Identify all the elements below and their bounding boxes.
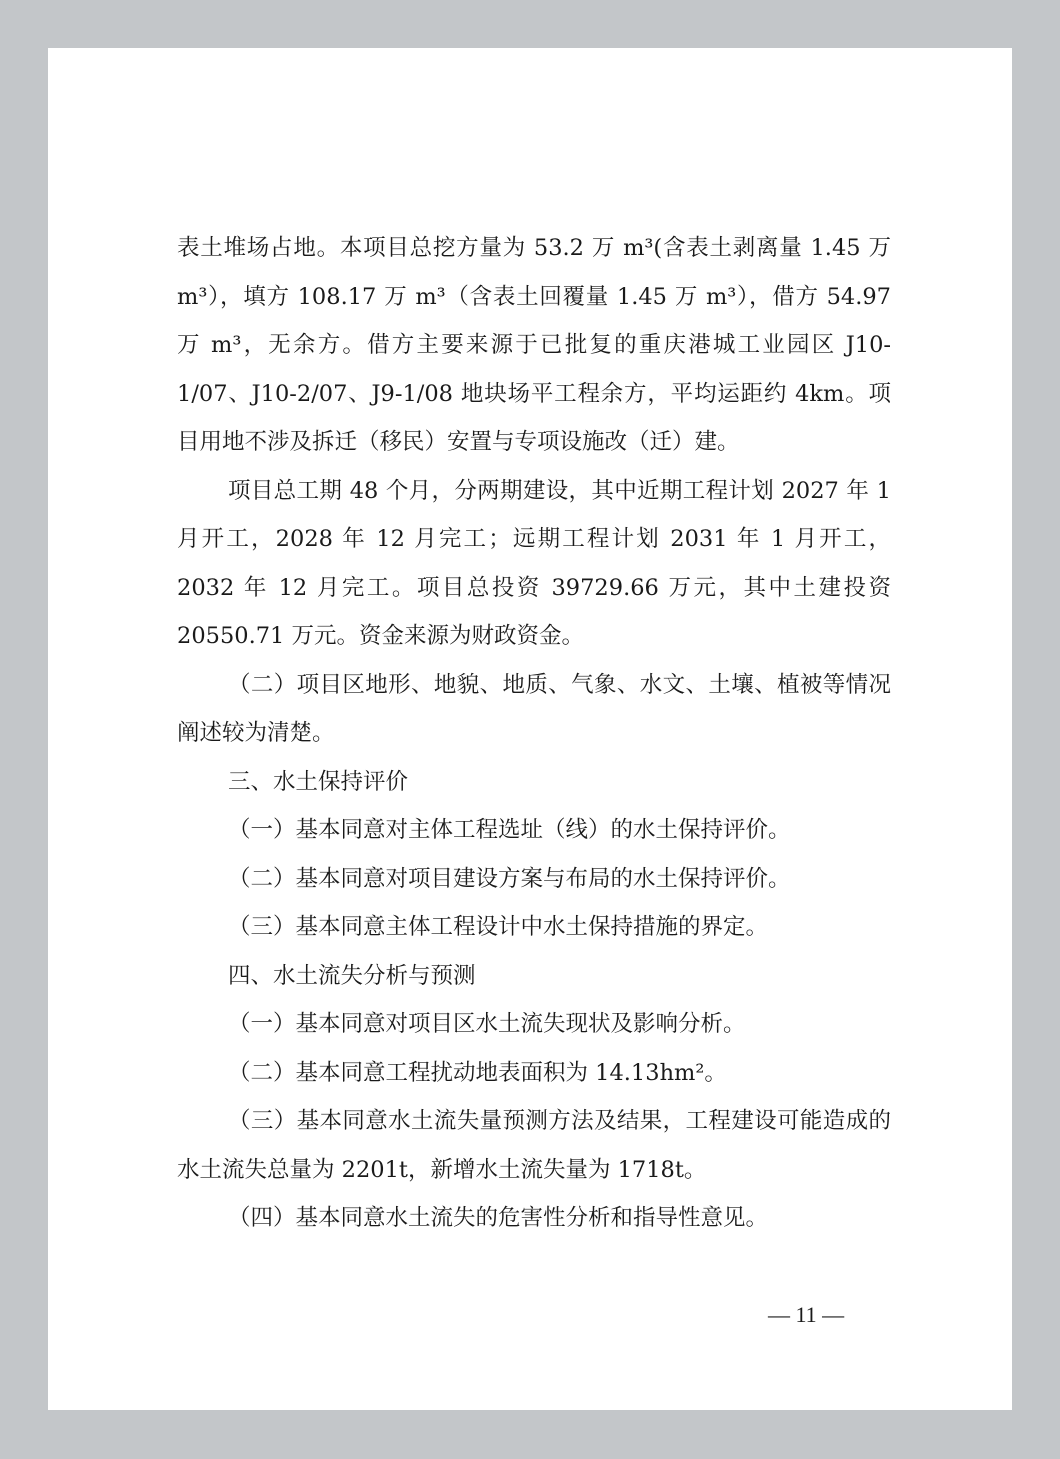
paragraph-3-3: （三）基本同意主体工程设计中水土保持措施的界定。 bbox=[228, 914, 769, 940]
section-heading-4: 四、水土流失分析与预测 bbox=[228, 962, 476, 989]
body-text bbox=[177, 224, 891, 1243]
paragraph-4-4: （四）基本同意水土流失的危害性分析和指导性意见。 bbox=[228, 1205, 769, 1231]
paragraph-earthwork: 表土堆场占地。本项目总挖方量为 53.2 万 m³(含表土剥离量 1.45 万 m³），填方 108.17 万 m³（含表土回覆量 1.45 万 m³），借方 54.97 万 m³，无余方。借方主要来源于已批复的重庆港城工业园区 J10-1/07、J10-2/07、J9-1/08 地块场平工程余方，平均运距约 4km。项目用地不涉及拆迁（移民）安置与专项设施改（迁）建。 bbox=[177, 235, 891, 455]
paragraph-schedule-investment: 项目总工期 48 个月，分两期建设，其中近期工程计划 2027 年 1 月开工，2028 年 12 月完工；远期工程计划 2031 年 1 月开工，2032 年 12 月完工。项目总投资 39729.66 万元，其中土建投资 20550.71 万元。资金来源为财政资金。 bbox=[177, 477, 891, 649]
paragraph-3-1: （一）基本同意对主体工程选址（线）的水土保持评价。 bbox=[228, 817, 791, 843]
paragraph-terrain: （二）项目区地形、地貌、地质、气象、水文、土壤、植被等情况阐述较为清楚。 bbox=[177, 671, 891, 746]
document-page bbox=[48, 48, 1012, 1410]
section-heading-3: 三、水土保持评价 bbox=[228, 768, 409, 795]
paragraph-4-1: （一）基本同意对项目区水土流失现状及影响分析。 bbox=[228, 1011, 746, 1037]
paragraph-3-2: （二）基本同意对项目建设方案与布局的水土保持评价。 bbox=[228, 865, 791, 892]
paragraph-4-3: （三）基本同意水土流失量预测方法及结果，工程建设可能造成的水土流失总量为 2201t，新增水土流失量为 1718t。 bbox=[177, 1108, 891, 1183]
page-number: — 11 — bbox=[768, 1302, 845, 1327]
paragraph-4-2: （二）基本同意工程扰动地表面积为 14.13hm²。 bbox=[228, 1059, 727, 1086]
